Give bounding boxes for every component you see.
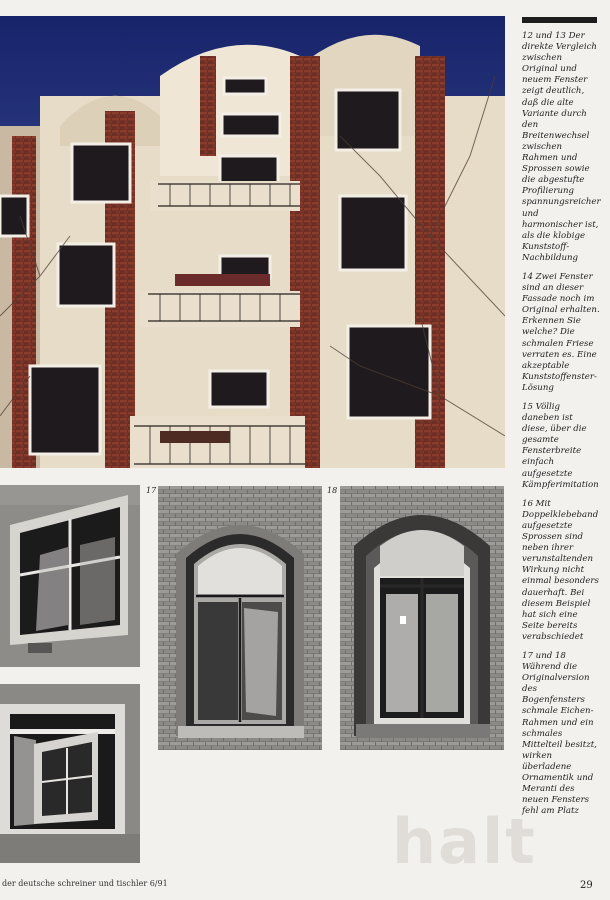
journal-footer: der deutsche schreiner und tischler 6/91 [2,879,168,888]
caption-column [522,31,600,825]
arched-window-new [340,486,504,750]
window-photo-plastic-grey [0,485,140,667]
window-photo-kaempfer [0,684,140,863]
facade-photo [0,16,505,468]
figure-number-18: 18 [327,486,338,495]
caption-16: 16 Mit Doppelklebeband aufgesetzte Sprossen sind neben ihrer verunstaltenden Wirkung nicht einmal besonders dauerhaft. Bei diesem Beispiel hat sich eine Seite bereits verabschiedet [522,498,599,642]
caption-rule [522,17,597,23]
caption-17-18: 17 und 18 Während die Originalversion des Bogenfensters schmale Eichen-Rahmen und ein schmales Mittelteil besitzt, wirken überladene Ornamentik und Meranti des neuen Fensters fehl am Platz [522,650,597,817]
background-text: halt [392,805,537,878]
caption-12-13: 12 und 13 Der direkte Vergleich zwischen Original und neuem Fenster zeigt deutlich, daß die alte Variante durch den Breitenwechsel zwischen Rahmen und Sprossen sowie die abgestufte Profilierung spannungsreicher und harmonischer ist, als die klobige Kunststoff-Nachbildung [522,31,601,263]
page-number: 29 [580,880,593,891]
figure-number-17: 17 [146,486,157,495]
caption-14: 14 Zwei Fenster sind an dieser Fassade noch im Original erhalten. Erkennen Sie welche? Die schmalen Friese verraten es. Eine akzeptable Kunststoffenster-Lösung [522,271,600,393]
arched-window-original [158,486,322,750]
caption-15: 15 Völlig daneben ist diese, über die gesamte Fensterbreite einfach aufgesetzte Kämpferimitation [522,402,599,490]
